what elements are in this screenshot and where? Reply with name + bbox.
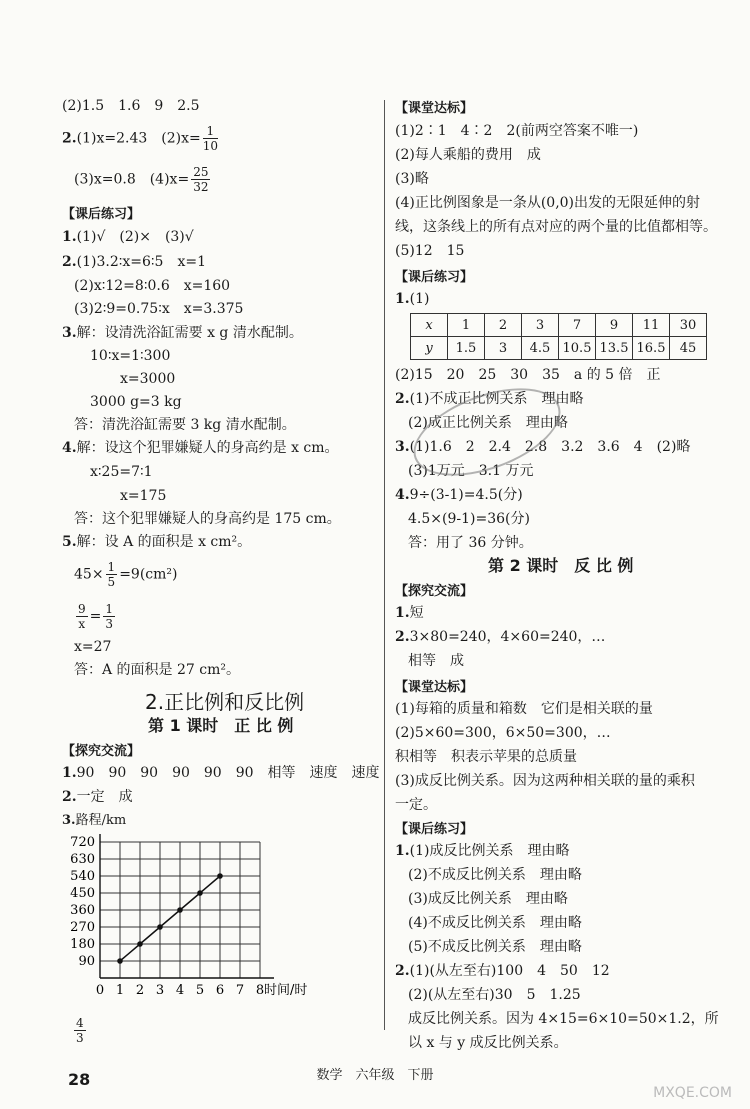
answer-line: (3)成反比例关系。因为这两种相关联的量的乘积 — [395, 773, 695, 789]
answer-line: (2)x∶12=8∶0.6 x=160 — [74, 278, 231, 294]
y-tick-label: 90 — [78, 954, 95, 969]
answer-line: (2)5×60=300，6×50=300，… — [395, 725, 611, 741]
y-tick-label: 180 — [70, 937, 95, 952]
y-tick-label: 630 — [70, 852, 95, 867]
answer-line: (5)12 15 — [395, 243, 465, 259]
answer-text: (1)x=2.43 (2)x= — [76, 130, 201, 147]
answer-line: (3)1万元 3.1 万元 — [408, 463, 534, 479]
answer-line: x∶25=7∶1 — [90, 464, 153, 480]
answer-line: x=175 — [120, 488, 167, 504]
answer-line: 积相等 积表示苹果的总质量 — [395, 749, 577, 765]
answer-line — [74, 560, 177, 589]
equals-sign: = — [89, 608, 102, 625]
question-number: 3. — [62, 813, 76, 828]
numerator: 25 — [193, 165, 209, 179]
lesson-title: 第 1 课时 正 比 例 — [148, 716, 294, 735]
x-header-cell: x — [411, 314, 448, 337]
x-tick-label: 0 — [95, 983, 105, 998]
answer-line: (1)每箱的质量和箱数 它们是相关联的量 — [395, 701, 653, 717]
answer-line: (4)正比例图象是一条从(0,0)出发的无限延伸的射 — [395, 195, 701, 211]
x-tick-label: 8 — [255, 983, 265, 998]
section-heading: 【探究交流】 — [62, 744, 141, 759]
x-axis-label: 时间/时 — [264, 983, 308, 998]
answer-line: 答：这个犯罪嫌疑人的身高约是 175 cm。 — [74, 511, 341, 527]
x-cell: 30 — [670, 314, 707, 337]
answer-line: 线，这条线上的所有点对应的两个量的比值都相等。 — [395, 219, 717, 235]
question-number: 3. — [62, 325, 77, 341]
answer-text: 3×80=240，4×60=240，… — [409, 629, 606, 645]
numerator: 1 — [203, 124, 218, 139]
question-number: 1. — [395, 605, 410, 621]
page-footer: 数学 六年级 下册 — [316, 1068, 434, 1083]
y-cell: 4.5 — [522, 337, 559, 360]
table-row-y — [411, 337, 707, 360]
x-tick-label: 7 — [235, 983, 245, 998]
section-heading: 【课后练习】 — [395, 270, 474, 285]
answer-line: x=3000 — [120, 371, 176, 387]
answer-text: 一定 成 — [76, 789, 133, 805]
answer-text: 解：设 A 的面积是 x cm²。 — [76, 534, 252, 550]
answer-line: (2)1.5 1.6 9 2.5 — [62, 98, 200, 114]
fraction — [103, 602, 115, 631]
numerator: 9 — [78, 602, 86, 616]
answer-line — [62, 533, 251, 551]
answer-text: (3)x=0.8 (4)x= — [74, 171, 190, 188]
y-header-cell: y — [411, 337, 448, 360]
watermark: MXQE.COM — [653, 1085, 732, 1101]
answer-line: (2)15 20 25 30 35 a 的 5 倍 正 — [395, 367, 661, 383]
answer-line: 答：清洗浴缸需要 3 kg 清水配制。 — [74, 417, 296, 433]
answer-line — [395, 604, 424, 622]
fraction — [191, 165, 210, 194]
column-divider — [384, 100, 385, 1030]
x-cell: 2 — [485, 314, 522, 337]
y-cell: 45 — [670, 337, 707, 360]
x-tick-label: 5 — [195, 983, 205, 998]
answer-text: 90 90 90 90 90 90 相等 速度 速度 — [76, 765, 380, 781]
answer-text: (1) — [409, 291, 430, 307]
answer-line: 相等 成 — [408, 653, 464, 669]
fraction — [203, 124, 218, 153]
question-number: 5. — [62, 534, 77, 550]
x-tick-label: 4 — [175, 983, 185, 998]
answer-line: (3)2∶9=0.75∶x x=3.375 — [74, 301, 244, 317]
section-heading: 【探究交流】 — [395, 584, 474, 599]
answer-line: (2)不成反比例关系 理由略 — [408, 867, 582, 883]
fraction — [74, 1016, 86, 1045]
page-number: 28 — [68, 1070, 91, 1089]
data-point — [177, 907, 183, 913]
question-number: 2. — [62, 789, 77, 805]
data-point — [197, 890, 203, 896]
answer-line: (2)每人乘船的费用 成 — [395, 147, 541, 163]
x-tick-label: 6 — [215, 983, 225, 998]
chart-y-axis-label: 路程/km — [75, 813, 127, 828]
x-cell: 9 — [596, 314, 633, 337]
answer-text: =9(cm²) — [119, 566, 178, 583]
y-cell: 3 — [485, 337, 522, 360]
answer-text: (1)不成正比例关系 理由略 — [409, 391, 584, 407]
y-tick-label: 540 — [70, 869, 95, 884]
answer-line: (1)2∶1 4∶2 2(前两空答案不唯一) — [395, 123, 639, 139]
x-tick-label: 2 — [135, 983, 145, 998]
answer-line — [62, 764, 380, 782]
answer-line — [395, 962, 610, 980]
answer-line — [62, 812, 126, 830]
answer-line: 一定。 — [395, 797, 437, 813]
answer-line — [62, 124, 220, 153]
answer-line — [62, 439, 339, 457]
answer-line — [62, 788, 133, 806]
question-number: 2. — [395, 963, 410, 979]
y-cell: 16.5 — [633, 337, 670, 360]
answer-line — [62, 253, 206, 271]
question-number: 4. — [62, 440, 77, 456]
answer-text: (1)1.6 2 2.4 2.8 3.2 3.6 4 (2)略 — [409, 439, 691, 455]
answer-line — [395, 486, 523, 504]
question-number: 2. — [62, 254, 77, 270]
question-number: 1. — [395, 291, 410, 307]
answer-text: (1)3.2∶x=6∶5 x=1 — [76, 254, 206, 270]
answer-text: (1)成反比例关系 理由略 — [409, 843, 570, 859]
answer-text: 短 — [409, 605, 424, 621]
numerator: 4 — [76, 1016, 84, 1030]
y-tick-label: 720 — [70, 835, 95, 850]
question-number: 4. — [395, 487, 410, 503]
answer-line: 3000 g=3 kg — [90, 394, 182, 410]
data-point — [137, 941, 143, 947]
xy-table — [410, 313, 707, 360]
x-cell: 7 — [559, 314, 596, 337]
data-point — [157, 924, 163, 930]
answer-text: 解：设清洗浴缸需要 x g 清水配制。 — [76, 325, 303, 341]
x-cell: 1 — [448, 314, 485, 337]
answer-line: (2)(从左至右)30 5 1.25 — [408, 987, 581, 1003]
question-number: 1. — [395, 843, 410, 859]
answer-line — [74, 165, 212, 194]
answer-line: 答：用了 36 分钟。 — [408, 535, 533, 551]
answer-line — [62, 228, 194, 246]
question-number: 1. — [62, 229, 77, 245]
section-heading: 【课堂达标】 — [395, 101, 474, 116]
table-row-x — [411, 314, 707, 337]
fraction — [106, 560, 118, 589]
denominator: 3 — [76, 1031, 84, 1045]
section-heading: 【课后练习】 — [62, 207, 141, 222]
answer-line: (2)成正比例关系 理由略 — [408, 415, 568, 431]
distance-time-chart — [62, 830, 337, 1010]
fraction — [76, 602, 88, 631]
answer-line: (3)略 — [395, 171, 429, 187]
data-point — [217, 873, 223, 879]
answer-line — [395, 628, 605, 646]
x-cell: 3 — [522, 314, 559, 337]
answer-text: 45× — [74, 566, 104, 583]
answer-text: 9÷(3-1)=4.5(分) — [409, 487, 523, 503]
denominator: 5 — [107, 575, 116, 589]
answer-line: 10∶x=1∶300 — [90, 348, 171, 364]
y-tick-label: 270 — [70, 920, 95, 935]
denominator: 3 — [105, 617, 114, 631]
denominator: x — [78, 617, 86, 631]
denominator: 32 — [193, 180, 209, 194]
question-number: 2. — [395, 629, 410, 645]
y-tick-label: 360 — [70, 903, 95, 918]
answer-line — [62, 324, 303, 342]
question-number: 2. — [62, 130, 77, 147]
x-tick-label: 1 — [115, 983, 125, 998]
section-heading: 【课堂达标】 — [395, 680, 474, 695]
answer-line: (4)不成反比例关系 理由略 — [408, 915, 582, 931]
answer-line: 答：A 的面积是 27 cm²。 — [74, 662, 241, 678]
answer-line — [74, 602, 117, 631]
answer-line: 4.5×(9-1)=36(分) — [408, 511, 530, 527]
answer-line: 成反比例关系。因为 4×15=6×10=50×1.2，所 — [408, 1011, 719, 1027]
question-number: 3. — [395, 439, 410, 455]
y-cell: 13.5 — [596, 337, 633, 360]
answer-line: (3)成反比例关系 理由略 — [408, 891, 568, 907]
answer-text: (1)(从左至右)100 4 50 12 — [409, 963, 610, 979]
x-cell: 11 — [633, 314, 670, 337]
answer-line: (5)不成反比例关系 理由略 — [408, 939, 582, 955]
answer-text: 解：设这个犯罪嫌疑人的身高约是 x cm。 — [76, 440, 339, 456]
section-heading: 【课后练习】 — [395, 822, 474, 837]
answer-line — [72, 1016, 88, 1045]
y-cell: 1.5 — [448, 337, 485, 360]
answer-line — [395, 290, 429, 308]
answer-text: (1)√ (2)× (3)√ — [76, 229, 194, 245]
denominator: 10 — [202, 139, 218, 153]
data-point — [117, 958, 123, 964]
numerator: 1 — [107, 560, 116, 574]
numerator: 1 — [105, 602, 114, 616]
series-line — [120, 876, 220, 961]
lesson-title: 第 2 课时 反 比 例 — [488, 556, 634, 575]
answer-line: x=27 — [74, 639, 112, 655]
answer-line: 以 x 与 y 成反比例关系。 — [408, 1035, 568, 1051]
chapter-title: 2.正比例和反比例 — [145, 690, 305, 714]
y-tick-label: 450 — [70, 886, 95, 901]
y-cell: 10.5 — [559, 337, 596, 360]
x-tick-label: 3 — [155, 983, 165, 998]
answer-line — [395, 842, 569, 860]
question-number: 2. — [395, 391, 410, 407]
question-number: 1. — [62, 765, 77, 781]
